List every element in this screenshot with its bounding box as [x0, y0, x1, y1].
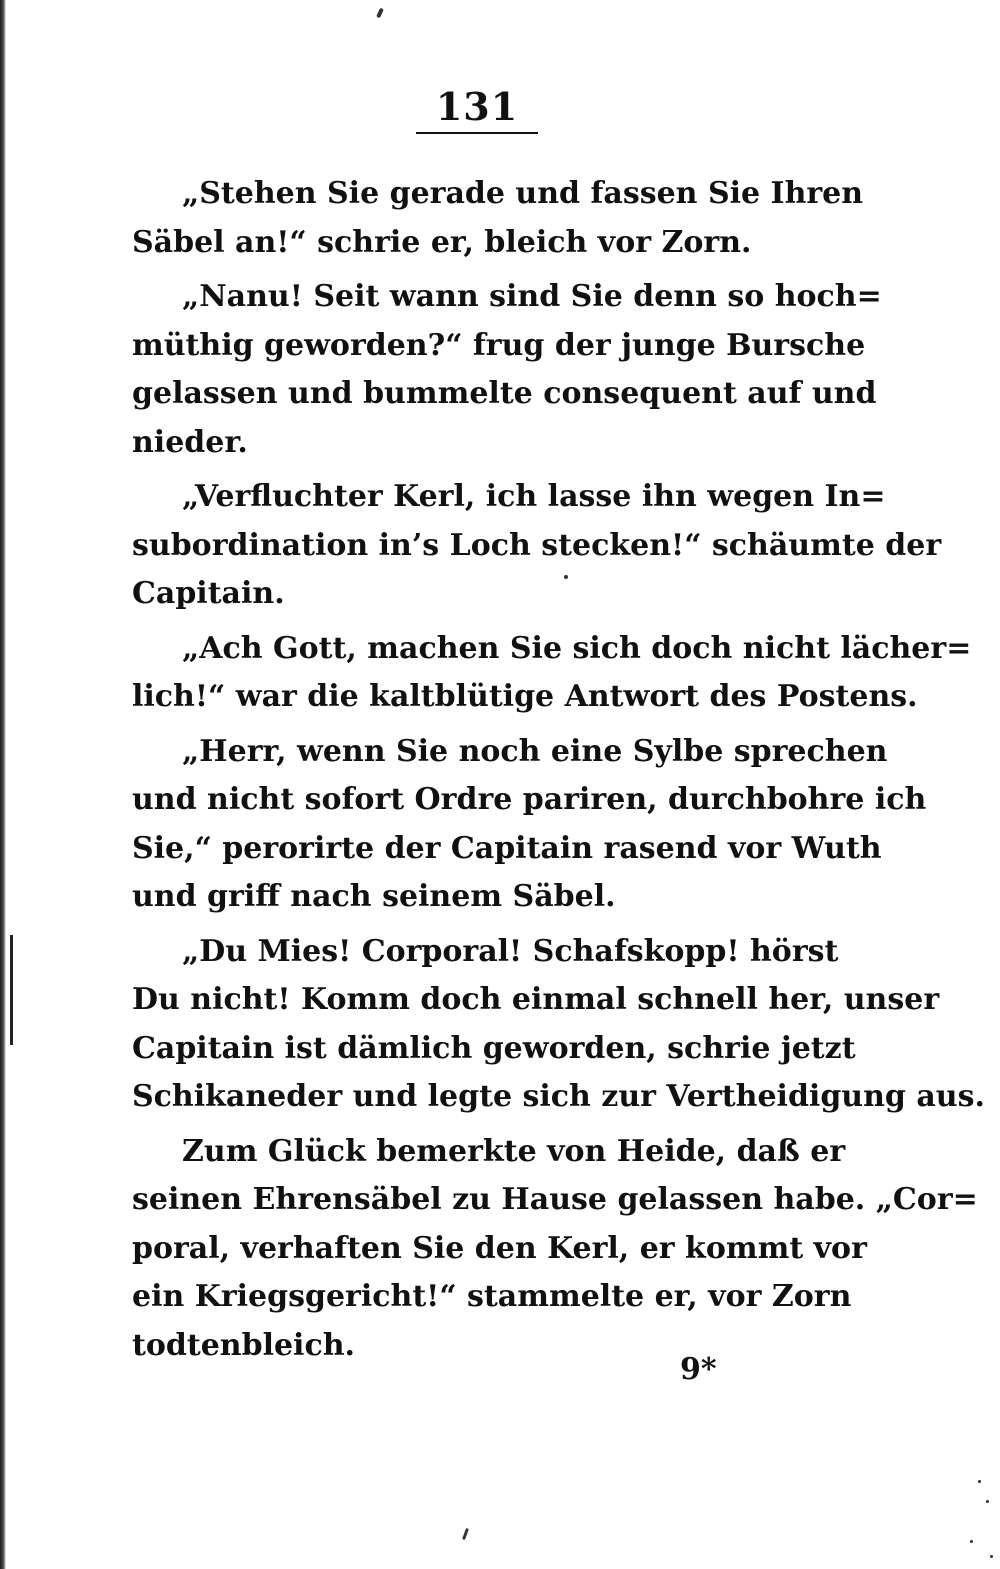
paragraph	[132, 273, 882, 467]
text-line: Zum Glück bemerkte von Heide, daß er	[182, 1133, 846, 1169]
text-line: lich!“ war die kaltblütige Antwort des Postens.	[132, 679, 918, 714]
scan-speck	[970, 1540, 973, 1543]
page-left-edge-shadow	[0, 0, 6, 1569]
text-line: Schikaneder und legte sich zur Vertheidigung aus.	[132, 1079, 985, 1114]
paragraph	[132, 928, 985, 1122]
text-line: müthig geworden?“ frug der junge Bursche	[132, 327, 866, 363]
signature-mark: 9*	[680, 1352, 717, 1387]
body-text	[132, 170, 985, 1370]
binding-mark	[10, 935, 13, 1045]
scan-speck	[990, 1555, 993, 1558]
scan-speck	[462, 1528, 469, 1540]
text-line: „Stehen Sie gerade und fassen Sie Ihren	[182, 176, 864, 211]
text-line: nieder.	[132, 424, 248, 460]
text-line: „Herr, wenn Sie noch eine Sylbe sprechen	[182, 733, 888, 769]
text-line: poral, verhaften Sie den Kerl, er kommt vor	[132, 1230, 867, 1266]
text-line: Säbel an!“ schrie er, bleich vor Zorn.	[132, 224, 752, 260]
text-line: Du nicht! Komm doch einmal schnell her, unser	[132, 982, 940, 1017]
scan-speck	[986, 1500, 989, 1503]
paragraph	[132, 1128, 978, 1371]
paragraph	[132, 170, 864, 267]
text-line: Capitain ist dämlich geworden, schrie jetzt	[132, 1030, 856, 1066]
paragraph	[132, 625, 972, 722]
text-line: gelassen und bummelte consequent auf und	[132, 376, 877, 411]
text-line: Sie,“ perorirte der Capitain rasend vor Wuth	[132, 830, 882, 866]
text-line: todtenbleich.	[132, 1327, 355, 1363]
scan-speck	[978, 1480, 981, 1483]
text-line: „Ach Gott, machen Sie sich doch nicht lächer=	[182, 630, 972, 666]
scan-speck	[564, 575, 568, 579]
page-number: 131	[435, 84, 519, 129]
text-line: subordination in’s Loch stecken!“ schäumte der	[132, 527, 942, 563]
text-line: ein Kriegsgericht!“ stammelte er, vor Zorn	[132, 1279, 852, 1314]
text-line: Capitain.	[132, 576, 285, 611]
page-number-rule	[416, 132, 538, 134]
text-line: seinen Ehrensäbel zu Hause gelassen habe. „Cor=	[132, 1182, 978, 1217]
paragraph	[132, 473, 942, 619]
text-line: und griff nach seinem Säbel.	[132, 879, 616, 914]
scan-speck	[376, 8, 384, 19]
text-line: „Du Mies! Corporal! Schafskopp! hörst	[182, 933, 839, 969]
paragraph	[132, 728, 927, 922]
text-line: und nicht sofort Ordre pariren, durchbohre ich	[132, 782, 927, 817]
text-line: „Nanu! Seit wann sind Sie denn so hoch=	[182, 279, 882, 314]
text-line: „Verfluchter Kerl, ich lasse ihn wegen In=	[182, 479, 886, 514]
